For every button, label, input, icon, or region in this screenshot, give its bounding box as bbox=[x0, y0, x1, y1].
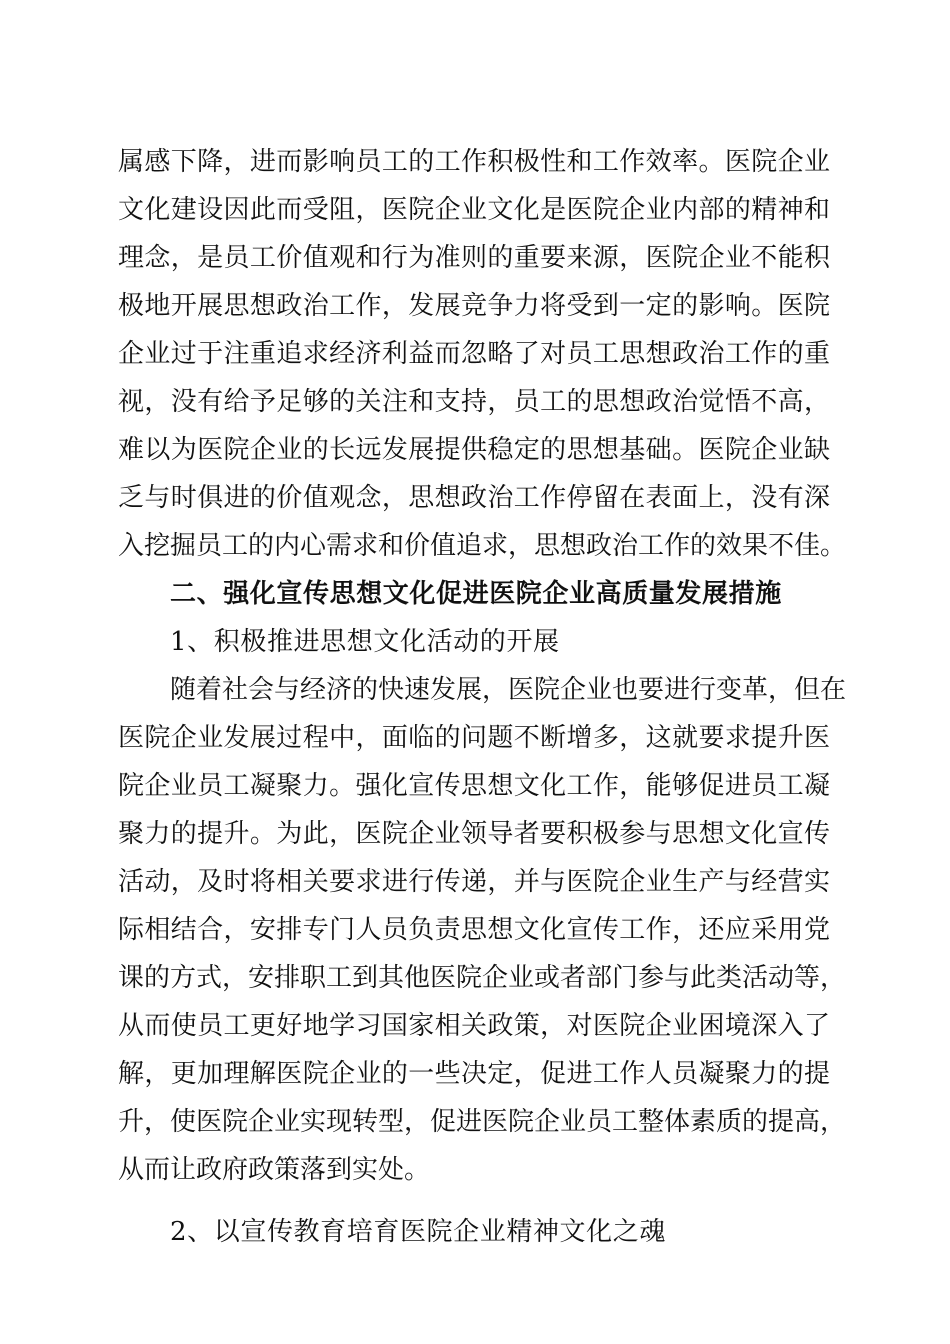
text-line: 解，更加理解医院企业的一些决定，促进工作人员凝聚力的提 bbox=[118, 1059, 830, 1089]
text-line: 医院企业发展过程中，面临的问题不断增多，这就要求提升医 bbox=[118, 723, 830, 753]
text-line: 活动，及时将相关要求进行传递，并与医院企业生产与经营实 bbox=[118, 867, 830, 897]
text-line: 企业过于注重追求经济利益而忽略了对员工思想政治工作的重 bbox=[118, 339, 830, 369]
text-line: 从而使员工更好地学习国家相关政策，对医院企业困境深入了 bbox=[118, 1011, 830, 1041]
text-line: 视，没有给予足够的关注和支持，员工的思想政治觉悟不高， bbox=[118, 387, 830, 417]
subsection-heading-2: 2、以宣传教育培育医院企业精神文化之魂 bbox=[170, 1217, 666, 1247]
text-line: 难以为医院企业的长远发展提供稳定的思想基础。医院企业缺 bbox=[118, 435, 830, 465]
text-line: 入挖掘员工的内心需求和价值追求，思想政治工作的效果不佳。 bbox=[118, 531, 847, 561]
document-body bbox=[118, 138, 847, 1256]
subsection-heading-1: 1、积极推进思想文化活动的开展 bbox=[170, 627, 560, 657]
text-line: 院企业员工凝聚力。强化宣传思想文化工作，能够促进员工凝 bbox=[118, 771, 830, 801]
text-line: 际相结合，安排专门人员负责思想文化宣传工作，还应采用党 bbox=[118, 915, 830, 945]
text-line: 属感下降，进而影响员工的工作积极性和工作效率。医院企业 bbox=[118, 147, 830, 177]
text-line: 随着社会与经济的快速发展，医院企业也要进行变革，但在 bbox=[170, 675, 847, 705]
text-line: 课的方式，安排职工到其他医院企业或者部门参与此类活动等， bbox=[118, 963, 847, 993]
paragraph-continued bbox=[118, 138, 847, 570]
text-line: 理念，是员工价值观和行为准则的重要来源，医院企业不能积 bbox=[118, 243, 830, 273]
text-line: 升，使医院企业实现转型，促进医院企业员工整体素质的提高， bbox=[118, 1107, 847, 1137]
spacer bbox=[118, 1194, 830, 1208]
text-line: 乏与时俱进的价值观念，思想政治工作停留在表面上，没有深 bbox=[118, 483, 830, 513]
text-line: 极地开展思想政治工作，发展竞争力将受到一定的影响。医院 bbox=[118, 291, 830, 321]
text-line: 聚力的提升。为此，医院企业领导者要积极参与思想文化宣传 bbox=[118, 819, 830, 849]
text-line: 从而让政府政策落到实处。 bbox=[118, 1155, 431, 1185]
section-heading: 二、强化宣传思想文化促进医院企业高质量发展措施 bbox=[170, 579, 782, 609]
text-line: 文化建设因此而受阻，医院企业文化是医院企业内部的精神和 bbox=[118, 195, 830, 225]
paragraph-section-1 bbox=[118, 666, 847, 1194]
